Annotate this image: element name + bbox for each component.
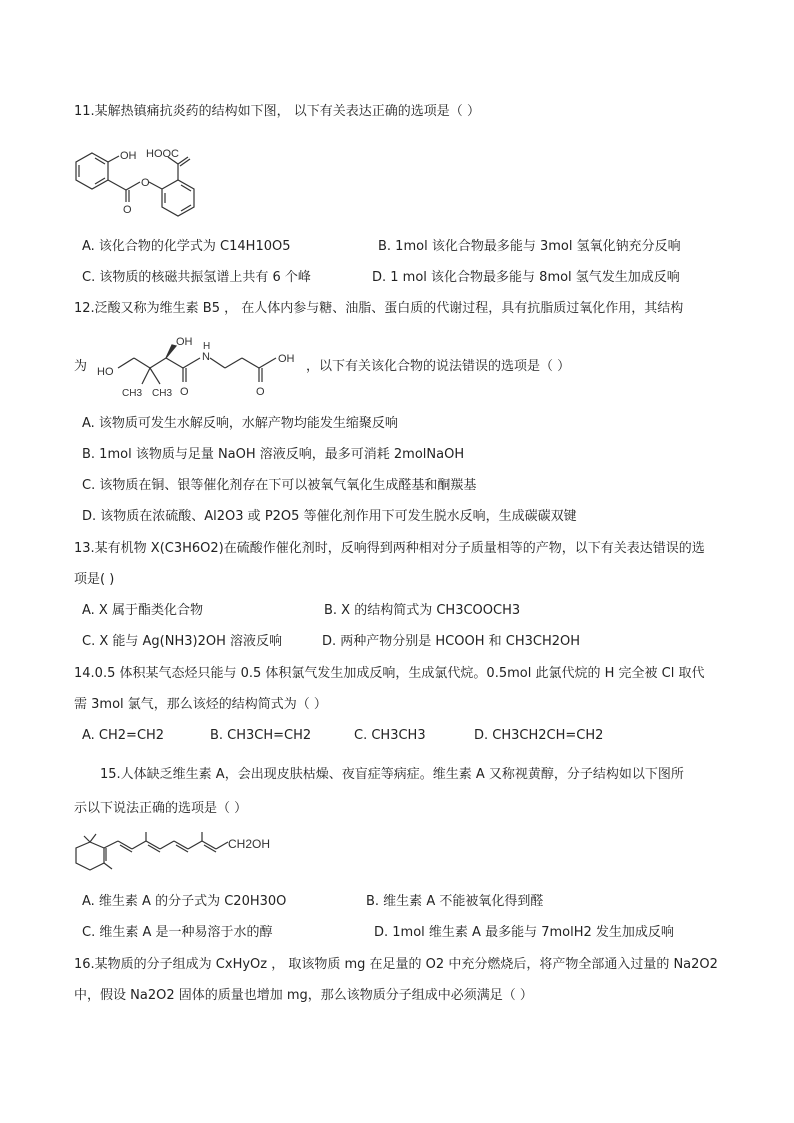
q13-option-c: C. X 能与 Ag(NH3)2OH 溶液反响 [82, 634, 282, 649]
q11-option-c: C. 该物质的核磁共振氢谱上共有 6 个峰 [82, 270, 311, 285]
q14-option-b: B. CH3CH=CH2 [210, 728, 312, 743]
q12-option-d: D. 该物质在浓硫酸、Al2O3 或 P2O5 等催化剂作用下可发生脱水反响，生成碳碳双键 [82, 509, 577, 524]
q12-stem-prefix: 为 [74, 359, 88, 374]
q14-stem-line2: 需 3mol 氯气，那么该烃的结构简式为（ ） [74, 697, 327, 712]
q13-stem-line2: 项是( ) [74, 572, 115, 587]
q13-option-d: D. 两种产物分别是 HCOOH 和 CH3CH2OH [322, 634, 581, 649]
q12-ch3b-label: CH3 [152, 388, 173, 399]
q12-option-a: A. 该物质可发生水解反响，水解产物均能发生缩聚反响 [82, 416, 398, 431]
q12-o1-label: O [180, 386, 189, 398]
q16-stem-line2: 中，假设 Na2O2 固体的质量也增加 mg，那么该物质分子组成中必须满足（ ） [74, 988, 533, 1003]
q12-n-label: N [202, 351, 210, 363]
q12-stem-suffix: ，以下有关该化合物的说法错误的选项是（ ） [306, 359, 571, 374]
q14-option-d: D. CH3CH2CH=CH2 [474, 728, 604, 743]
q11-option-a: A. 该化合物的化学式为 C14H10O5 [82, 239, 291, 254]
q12-option-c: C. 该物质在铜、银等催化剂存在下可以被氧气氧化生成醛基和酮羰基 [82, 478, 477, 493]
q14-stem-line1: 14.0.5 体积某气态烃只能与 0.5 体积氯气发生加成反响，生成氯代烷。0.5mol 此氯代烷的 H 完全被 Cl 取代 [74, 666, 705, 681]
q12-oh-end-label: OH [278, 353, 295, 365]
q12-ch3a-label: CH3 [122, 388, 143, 399]
q12-stem-line1: 12.泛酸又称为维生素 B5 ， 在人体内参与糖、油脂、蛋白质的代谢过程，具有抗脂质过氧化作用，其结构 [74, 301, 684, 316]
q14-option-c: C. CH3CH3 [354, 728, 426, 743]
q11-ester-o-label: O [141, 177, 150, 189]
q12-option-b: B. 1mol 该物质与足量 NaOH 溶液反响，最多可消耗 2molNaOH [82, 447, 465, 462]
q15-option-b: B. 维生素 A 不能被氧化得到醛 [366, 894, 544, 909]
q12-ho-label: HO [97, 366, 114, 378]
q16-stem-line1: 16.某物质的分子组成为 CxHyOz ， 取该物质 mg 在足量的 O2 中充分燃烧后，将产物全部通入过量的 Na2O2 [74, 957, 718, 972]
q13-option-b: B. X 的结构简式为 CH3COOCH3 [324, 603, 521, 618]
q14-option-a: A. CH2=CH2 [82, 728, 165, 743]
q15-option-d: D. 1mol 维生素 A 最多能与 7molH2 发生加成反响 [374, 925, 674, 940]
q11-oh-label: OH [120, 150, 137, 162]
q15-option-a: A. 维生素 A 的分子式为 C20H30O [82, 894, 287, 909]
q11-hooc-label: HOOC [146, 148, 179, 160]
q11-carbonyl-o-label: O [123, 204, 132, 216]
q11-option-b: B. 1mol 该化合物最多能与 3mol 氢氧化钠充分反响 [378, 239, 681, 254]
q15-option-c: C. 维生素 A 是一种易溶于水的醇 [82, 925, 273, 940]
q11-stem: 11.某解热镇痛抗炎药的结构如下图， 以下有关表达正确的选项是（ ） [74, 104, 480, 119]
q13-option-a: A. X 属于酯类化合物 [82, 603, 203, 618]
q15-stem-line1: 15.人体缺乏维生素 A，会出现皮肤枯燥、夜盲症等病症。维生素 A 又称视黄醇，分子结构如以下图所 [100, 767, 684, 782]
q15-stem-line2: 示以下说法正确的选项是（ ） [74, 801, 248, 816]
q12-oh-top-label: OH [176, 336, 193, 348]
q13-stem-line1: 13.某有机物 X(C3H6O2)在硫酸作催化剂时，反响得到两种相对分子质量相等的产物，以下有关表达错误的选 [74, 541, 705, 556]
q15-ch2oh-label: CH2OH [228, 837, 271, 851]
q12-o2-label: O [256, 386, 265, 398]
q11-option-d: D. 1 mol 该化合物最多能与 8mol 氢气发生加成反响 [372, 270, 680, 285]
q12-h-label: H [203, 341, 211, 352]
